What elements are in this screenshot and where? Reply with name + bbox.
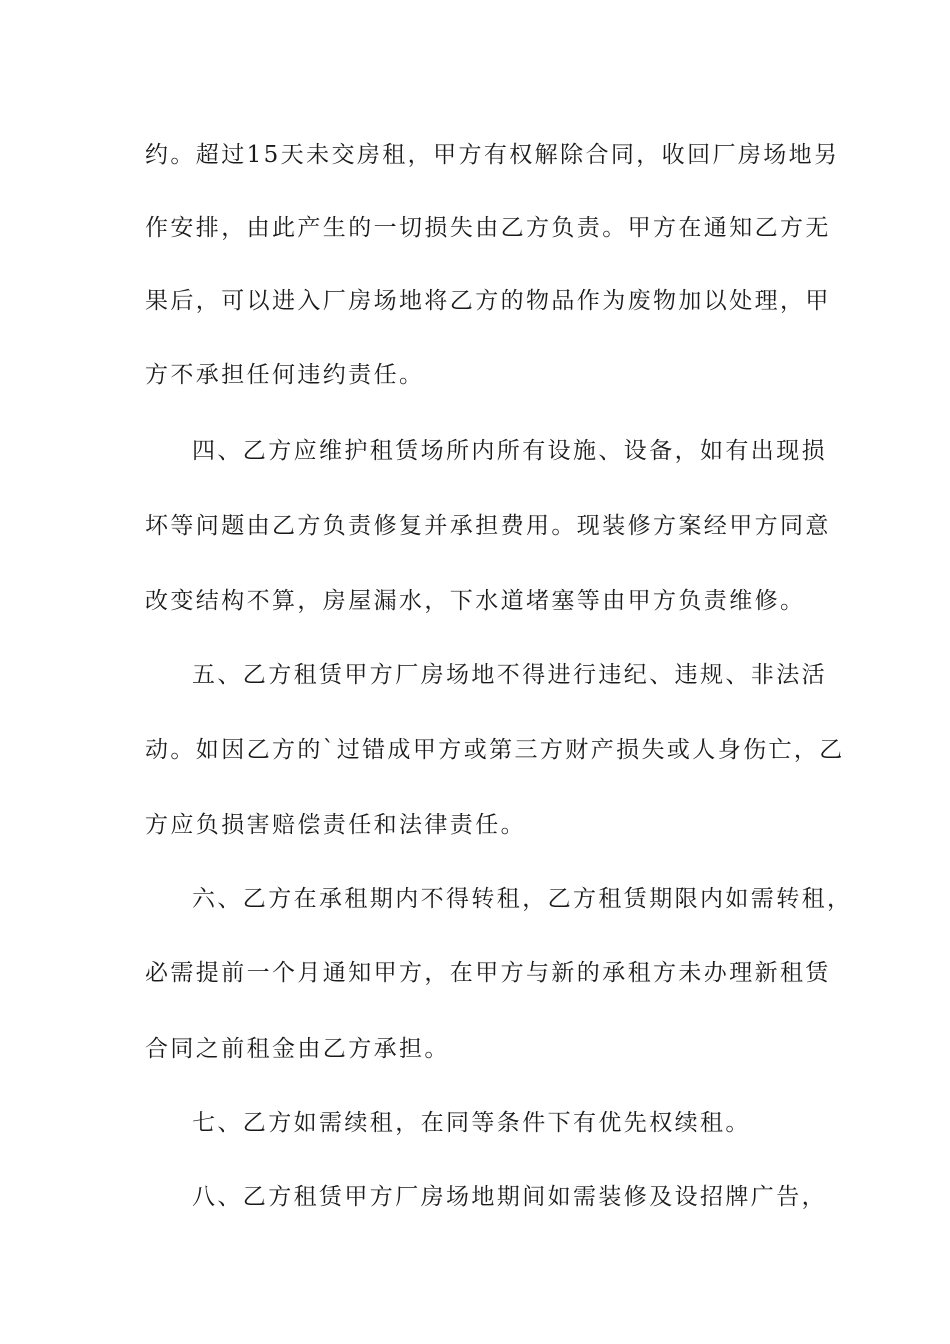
paragraph-line: 方应负损害赔偿责任和法律责任。 <box>145 812 526 838</box>
paragraph-line: 七、乙方如需续租，在同等条件下有优先权续租。 <box>192 1110 751 1136</box>
paragraph-line: 动。如因乙方的`过错成甲方或第三方财产损失或人身伤亡，乙 <box>145 737 845 763</box>
paragraph-line: 必需提前一个月通知甲方，在甲方与新的承租方未办理新租赁 <box>145 960 831 986</box>
paragraph-line: 四、乙方应维护租赁场所内所有设施、设备，如有出现损 <box>192 438 827 464</box>
paragraph-line: 作安排，由此产生的一切损失由乙方负责。甲方在通知乙方无 <box>145 215 831 241</box>
paragraph-line: 八、乙方租赁甲方厂房场地期间如需装修及设招牌广告， <box>192 1184 827 1210</box>
paragraph-line: 改变结构不算，房屋漏水，下水道堵塞等由甲方负责维修。 <box>145 588 806 614</box>
paragraph-line: 六、乙方在承租期内不得转租，乙方租赁期限内如需转租， <box>192 886 853 912</box>
paragraph-line: 五、乙方租赁甲方厂房场地不得进行违纪、违规、非法活 <box>192 662 827 688</box>
paragraph-line: 坏等问题由乙方负责修复并承担费用。现装修方案经甲方同意 <box>145 513 831 539</box>
paragraph-line: 合同之前租金由乙方承担。 <box>145 1036 450 1062</box>
paragraph-line: 果后，可以进入厂房场地将乙方的物品作为废物加以处理，甲 <box>145 288 831 314</box>
paragraph-line: 约。超过15天未交房租，甲方有权解除合同，收回厂房场地另 <box>145 142 840 168</box>
paragraph-line: 方不承担任何违约责任。 <box>145 362 425 388</box>
